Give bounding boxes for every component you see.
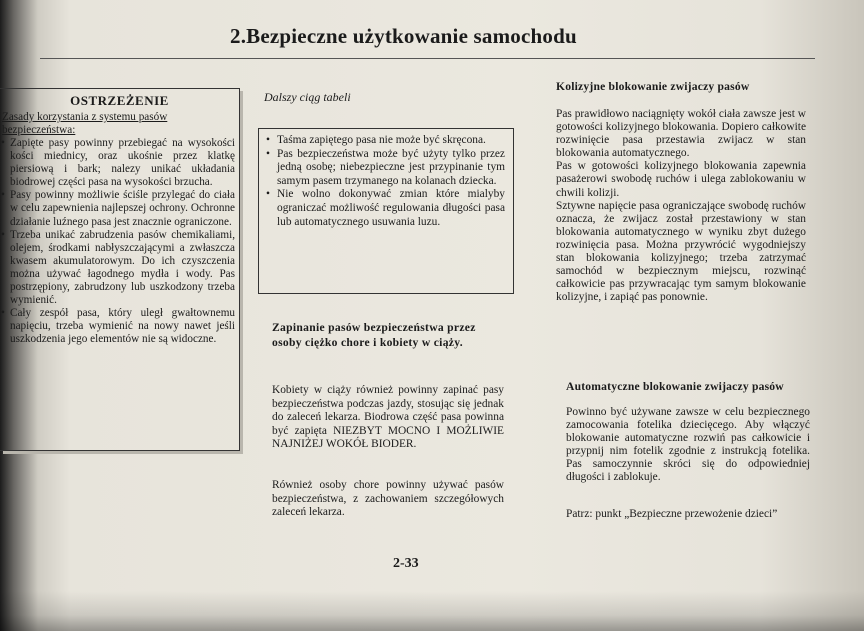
warning-list — [0, 137, 239, 347]
sick-persons-paragraph: Również osoby chore powinny używać pasów bezpieczeństwa, z zachowaniem szczegółowych zaleceń lekarza. — [272, 479, 504, 518]
section-title: 2.Bezpieczne użytkowanie samochodu — [230, 24, 577, 48]
collision-locking-text — [556, 108, 806, 304]
warning-item: • Trzeba unikać zabrudzenia pasów chemikaliami, olejem, środkami nabłyszczającymi a zwłaszcza kwasem akumulatorowym. Do ich czyszczenia można używać łagodnego mydła i wody. Pas postrzępiony, zabrudzony lub uszkodzony trzeba wymienić. — [2, 229, 235, 308]
pregnancy-paragraph: Kobiety w ciąży również powinny zapinać pasy bezpieczeństwa podczas jazdy, stosując się jednak do zaleceń lekarza. Biodrowa część pasa powinna być zapięta NIEZBYT MOCNO I MOŻLIWIE NAJNIŻEJ WOKÓŁ BIODER. — [272, 384, 504, 450]
warning-intro: Zasady korzystania z systemu pasów bezpieczeństwa: — [2, 111, 168, 136]
paragraph-line: Pas prawidłowo naciągnięty wokół ciała zawsze jest w gotowości kolizyjnego blokowania. Dopiero całkowite rozwinięcie pasa przestawia zwijacz w stan blokowania automatycznego. — [556, 108, 806, 160]
warning-box — [0, 88, 240, 451]
see-also-reference: Patrz: punkt „Bezpieczne przewożenie dzieci” — [566, 508, 778, 520]
automatic-locking-heading: Automatyczne blokowanie zwijaczy pasów — [566, 380, 784, 393]
note-item: • Nie wolno dokonywać zmian które mialyby ograniczać możliwość regulowania długości pasa lub automatycznego usuwania luzu. — [265, 188, 505, 229]
note-item: • Taśma zapiętego pasa nie może być skręcona. — [265, 134, 505, 148]
warning-item: • Pasy powinny możliwie ściśle przylegać do ciała w celu zapewnienia najlepszej ochrony. Ochronne działanie luźnego pasa jest znacznie ograniczone. — [2, 189, 235, 228]
paragraph-line: Pas w gotowości kolizyjnego blokowania zapewnia pasażerowi swobodę ruchów i ulega zablokowaniu w chwili kolizji. — [556, 160, 806, 199]
collision-locking-heading: Kolizyjne blokowanie zwijaczy pasów — [556, 80, 750, 93]
notes-box — [258, 128, 514, 294]
page-number: 2-33 — [393, 556, 419, 571]
continuation-label: Dalszy ciąg tabeli — [264, 90, 351, 104]
warning-item: • Zapięte pasy powinny przebiegać na wysokości kości miednicy, oraz ukośnie przez klatkę piersiową i bark; nalezy unikać układania biodrowej części pasa na wysokości brzucha. — [2, 137, 235, 189]
warning-title: OSTRZEŻENIE — [70, 93, 169, 108]
paragraph-line: Sztywne napięcie pasa ograniczające swobodę ruchów oznacza, że zwijacz został przestawiony w stan blokowania automatycznego w wyniku zbyt dużego rozwinięcia pasa. Można przywrócić wygodniejszy stan blokowania kolizyjnego; trzeba zatrzymać samochód w bezpiecznym miejscu, rozwinąć całkowicie pas przywracając tym samym blokowanie kolizyjne, i zapiąć pas ponownie. — [556, 199, 806, 304]
automatic-locking-text: Powinno być używane zawsze w celu bezpiecznego zamocowania fotelika dziecięcego. Aby włączyć blokowanie automatyczne rozwiń pas całkowicie i przypnij nim fotelik zgodnie z instrukcją fotelika. Pas samoczynnie skróci się do odpowiedniej długości i zablokuje. — [566, 406, 810, 484]
note-item: • Pas bezpieczeństwa może być użyty tylko przez jedną osobę; niebezpieczne jest przypinanie tym samym pasem trzymanego na kolanach dziecka. — [265, 148, 505, 189]
header-divider — [40, 58, 815, 59]
pregnancy-heading: Zapinanie pasów bezpieczeństwa przez osoby ciężko chore i kobiety w ciąży. — [272, 321, 476, 349]
notes-list — [265, 134, 505, 229]
warning-item: • Cały zespół pasa, który uległ gwałtownemu napięciu, trzeba wymienić na nowy nawet jeśli uszkodzenia jego elementów nie są widoczne. — [2, 307, 235, 346]
